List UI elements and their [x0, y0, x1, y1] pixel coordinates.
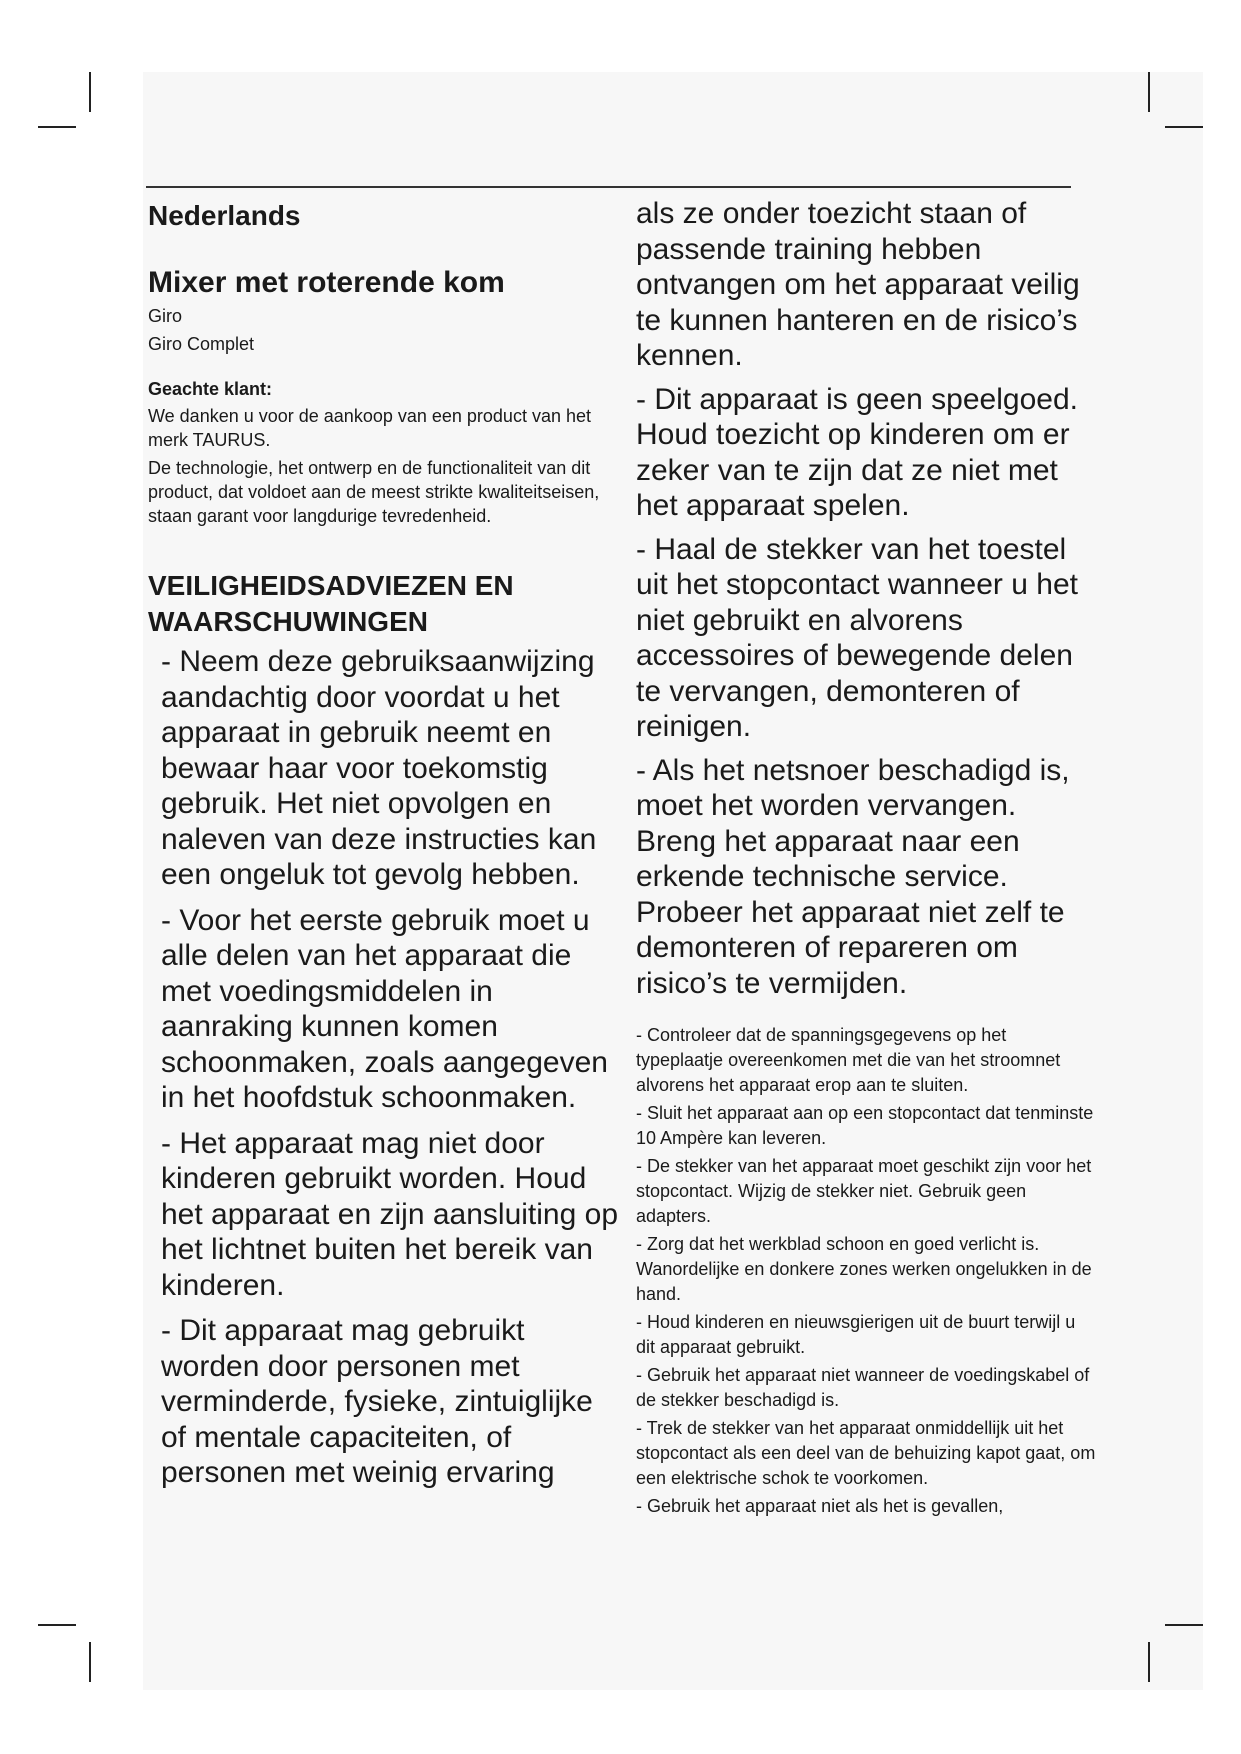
safety-small-item: - De stekker van het apparaat moet geschikt zijn voor het stopcontact. Wijzig de stekker niet. Gebruik geen adapters. — [636, 1156, 1092, 1226]
crop-mark-bottom-left-horizontal — [38, 1624, 76, 1626]
safety-heading: VEILIGHEIDSADVIEZEN EN WAARSCHUWINGEN — [148, 570, 514, 637]
crop-mark-top-left-horizontal — [38, 126, 76, 128]
safety-small-item: - Houd kinderen en nieuwsgierigen uit de buurt terwijl u dit apparaat gebruikt. — [636, 1312, 1076, 1357]
greeting-title: Geachte klant: — [148, 379, 273, 399]
right-column — [636, 196, 1096, 1522]
safety-item: als ze onder toezicht staan of passende training hebben ontvangen om het apparaat veilig te kunnen hanteren en de risico’s kennen. — [636, 197, 1080, 372]
safety-item: - Als het netsnoer beschadigd is, moet het worden vervangen. Breng het apparaat naar een erkende technische service. Probeer het apparaat niet zelf te demonteren of repareren om risico’s te vermijden. — [636, 753, 1070, 1000]
left-column — [148, 196, 618, 1501]
header-rule — [146, 186, 1071, 188]
model-name: Giro — [148, 306, 183, 326]
crop-mark-bottom-right-horizontal — [1165, 1624, 1203, 1626]
product-title: Mixer met roterende kom — [148, 266, 505, 299]
safety-item: - Dit apparaat is geen speelgoed. Houd toezicht op kinderen om er zeker van te zijn dat ze niet met het apparaat spelen. — [636, 382, 1078, 522]
crop-mark-top-right-vertical — [1148, 72, 1150, 112]
safety-item: - Het apparaat mag niet door kinderen gebruikt worden. Houd het apparaat en zijn aansluiting op het lichtnet buiten het bereik van kinderen. — [161, 1126, 619, 1302]
safety-item: - Haal de stekker van het toestel uit het stopcontact wanneer u het niet gebruikt en alvorens accessoires of bewegende delen te vervangen, demonteren of reinigen. — [636, 532, 1078, 743]
safety-small-item: - Controleer dat de spanningsgegevens op het typeplaatje overeenkomen met die van het stroomnet alvorens het apparaat erop aan te sluiten. — [636, 1025, 1061, 1095]
safety-small-item: - Gebruik het apparaat niet als het is gevallen, — [636, 1496, 1004, 1516]
greeting-paragraph: De technologie, het ontwerp en de functionaliteit van dit product, dat voldoet aan de meest strikte kwaliteitseisen, staan garant voor langdurige tevredenheid. — [148, 458, 600, 526]
safety-small-item: - Gebruik het apparaat niet wanneer de voedingskabel of de stekker beschadigd is. — [636, 1365, 1090, 1410]
safety-small-item: - Trek de stekker van het apparaat onmiddellijk uit het stopcontact als een deel van de behuizing kapot gaat, om een elektrische schok te voorkomen. — [636, 1418, 1096, 1488]
crop-mark-top-right-horizontal — [1165, 126, 1203, 128]
model-list — [148, 302, 618, 358]
safety-small-item: - Sluit het apparaat aan op een stopcontact dat tenminste 10 Ampère kan leveren. — [636, 1103, 1094, 1148]
safety-item: - Neem deze gebruiksaanwijzing aandachtig door voordat u het apparaat in gebruik neemt en bewaar haar voor toekomstig gebruik. Het niet opvolgen en naleven van deze instructies kan een ongeluk tot gevolg hebben. — [161, 645, 597, 891]
crop-mark-bottom-left-vertical — [89, 1642, 91, 1682]
safety-item: - Voor het eerste gebruik moet u alle delen van het apparaat die met voedingsmiddelen in aanraking kunnen komen schoonmaken, zoals aangegeven in het hoofdstuk schoonmaken. — [161, 903, 608, 1114]
crop-mark-bottom-right-vertical — [1148, 1642, 1150, 1682]
language-heading: Nederlands — [148, 200, 301, 231]
safety-small-list — [636, 1023, 1096, 1519]
safety-item: - Dit apparaat mag gebruikt worden door personen met verminderde, fysieke, zintuiglijke of mentale capaciteiten, of personen met weinig ervaring — [161, 1314, 593, 1489]
crop-mark-top-left-vertical — [89, 72, 91, 112]
model-name: Giro Complet — [148, 334, 255, 354]
greeting-paragraph: We danken u voor de aankoop van een product van het merk TAURUS. — [148, 406, 591, 450]
safety-small-item: - Zorg dat het werkblad schoon en goed verlicht is. Wanordelijke en donkere zones werken ongelukken in de hand. — [636, 1234, 1092, 1304]
